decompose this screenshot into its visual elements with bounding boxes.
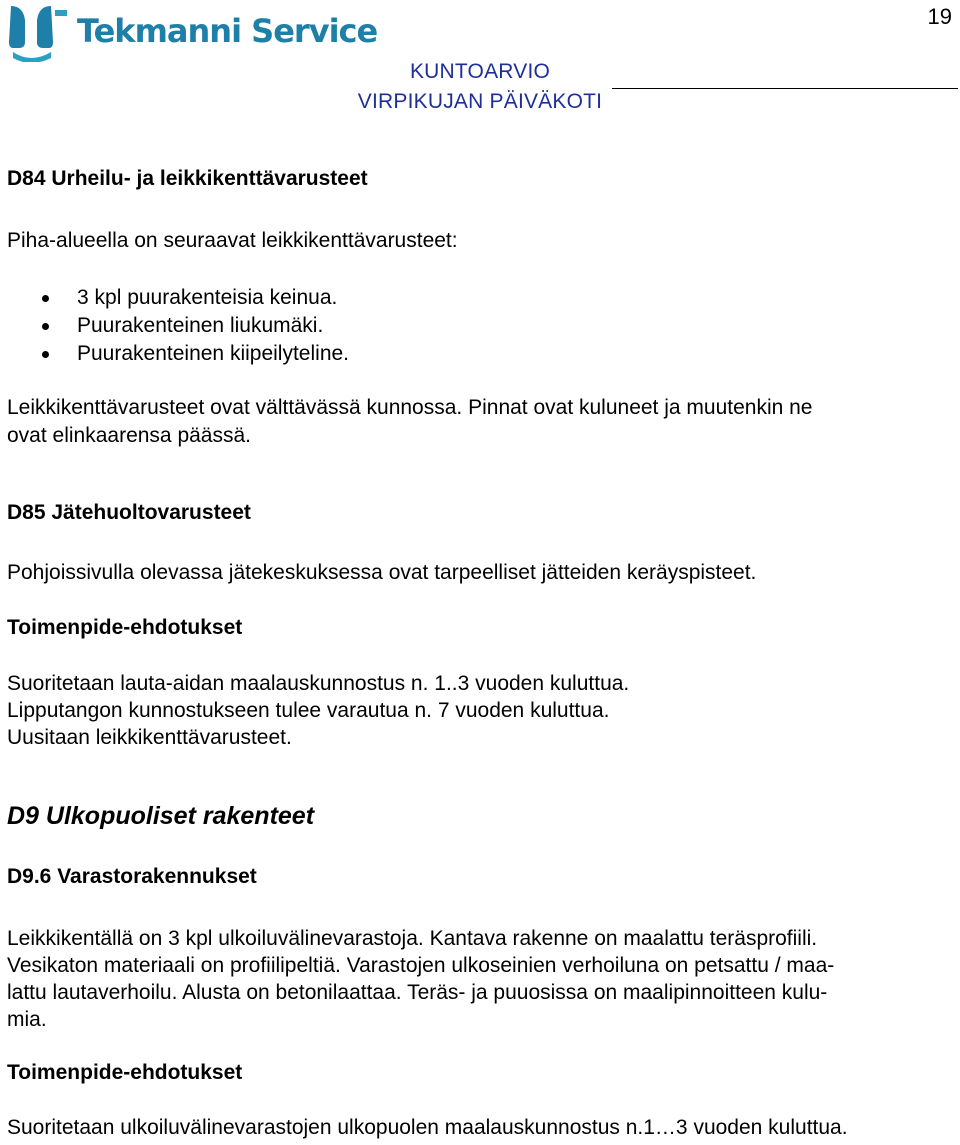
header-rule (612, 88, 958, 89)
d85-action-1: Suoritetaan lauta-aidan maalauskunnostus n. 1..3 vuoden kuluttua. (7, 672, 630, 695)
d85-text: Pohjoissivulla olevassa jätekeskuksessa ovat tarpeelliset jätteiden keräyspisteet. (7, 561, 757, 584)
list-item: Puurakenteinen liukumäki. (0, 312, 349, 340)
list-item: 3 kpl puurakenteisia keinua. (0, 284, 349, 312)
d9-paragraph-line-4: mia. (7, 1008, 47, 1031)
bullet-icon (42, 323, 49, 330)
actions-heading-d9: Toimenpide-ehdotukset (7, 1061, 243, 1084)
section-heading-d85: D85 Jätehuoltovarusteet (7, 501, 251, 524)
d9-paragraph-line-3: lattu lautaverhoilu. Alusta on betonilaattaa. Teräs- ja puuosissa on maalipinnoitteen kulu- (7, 981, 828, 1004)
document-title: KUNTOARVIO (409, 60, 551, 83)
d85-action-3: Uusitaan leikkikenttävarusteet. (7, 726, 292, 749)
d84-paragraph-line-2: ovat elinkaarensa päässä. (7, 424, 251, 447)
d84-intro: Piha-alueella on seuraavat leikkikenttävarusteet: (7, 229, 458, 252)
page-number: 19 (927, 4, 952, 29)
logo-mark-icon (5, 2, 71, 62)
d9-action: Suoritetaan ulkoiluvälinevarastojen ulkopuolen maalauskunnostus n.1…3 vuoden kuluttua. (7, 1116, 848, 1139)
d9-paragraph-line-2: Vesikaton materiaali on profiilipeltiä. Varastojen ulkoseinien verhoiluna on petsattu / maa- (7, 954, 835, 977)
company-logo (5, 0, 378, 62)
actions-heading-d85: Toimenpide-ehdotukset (7, 616, 243, 639)
document-subtitle: VIRPIKUJAN PÄIVÄKOTI (357, 90, 603, 113)
d84-paragraph-line-1: Leikkikenttävarusteet ovat välttävässä kunnossa. Pinnat ovat kuluneet ja muutenkin ne (7, 396, 813, 419)
list-item: Puurakenteinen kiipeilyteline. (0, 340, 349, 368)
section-heading-d9: D9 Ulkopuoliset rakenteet (7, 802, 315, 830)
sub-heading-d9-6: D9.6 Varastorakennukset (7, 865, 257, 888)
section-heading-d84: D84 Urheilu- ja leikkikenttävarusteet (7, 167, 368, 190)
equipment-list (0, 284, 349, 368)
logo-text: Tekmanni Service (77, 12, 378, 50)
bullet-icon (42, 351, 49, 358)
d9-paragraph-line-1: Leikkikentällä on 3 kpl ulkoiluvälinevarastoja. Kantava rakenne on maalattu teräsprofiili. (7, 927, 818, 950)
d85-action-2: Lipputangon kunnostukseen tulee varautua n. 7 vuoden kuluttua. (7, 699, 610, 722)
bullet-icon (42, 295, 49, 302)
